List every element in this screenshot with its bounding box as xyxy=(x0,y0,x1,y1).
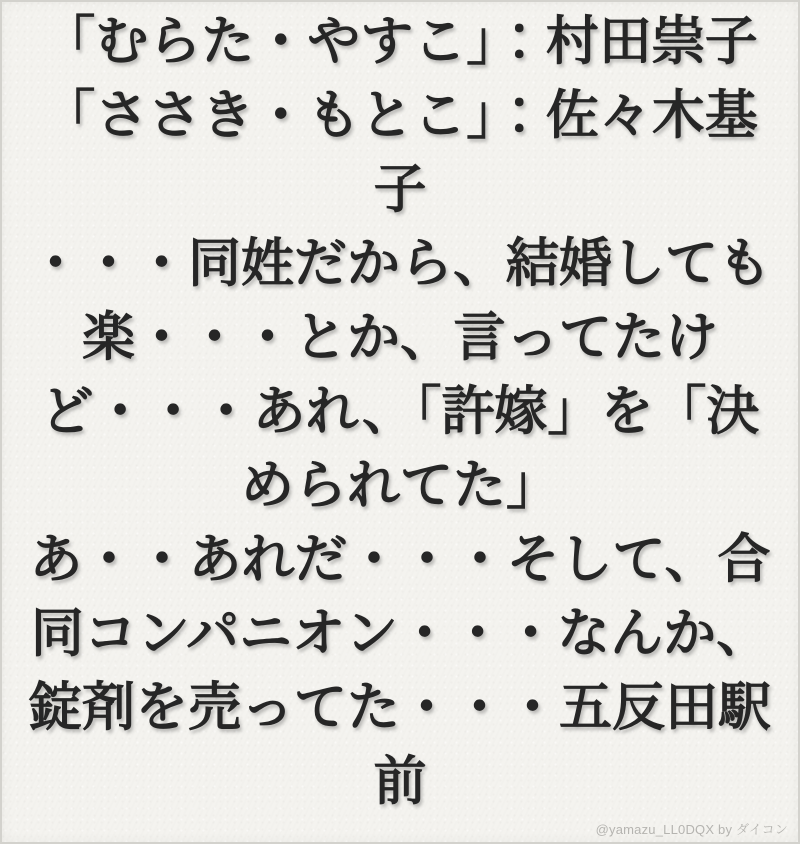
text-line: ど・・・あれ、「許嫁」を「決 xyxy=(40,382,760,441)
text-line: ・・・同姓だから、結婚しても xyxy=(29,234,771,293)
text-line: 楽・・・とか、言ってたけ xyxy=(82,308,718,367)
text-line: あ・・あれだ・・・そして、合 xyxy=(29,530,771,589)
text-line: められてた」 xyxy=(241,456,559,515)
watermark-credit: @yamazu_LL0DQX by ダイコン xyxy=(595,822,788,837)
text-line: 同コンパニオン・・・なんか、 xyxy=(30,604,770,663)
text-line: 子 xyxy=(373,160,427,219)
text-line: 前 xyxy=(373,752,427,811)
text-line: 錠剤を売ってた・・・五反田駅 xyxy=(29,678,771,737)
text-line: 「ささき・もとこ」：佐々木基 xyxy=(42,86,758,145)
text-line: 「むらた・やすこ」：村田祟子 xyxy=(42,12,758,71)
